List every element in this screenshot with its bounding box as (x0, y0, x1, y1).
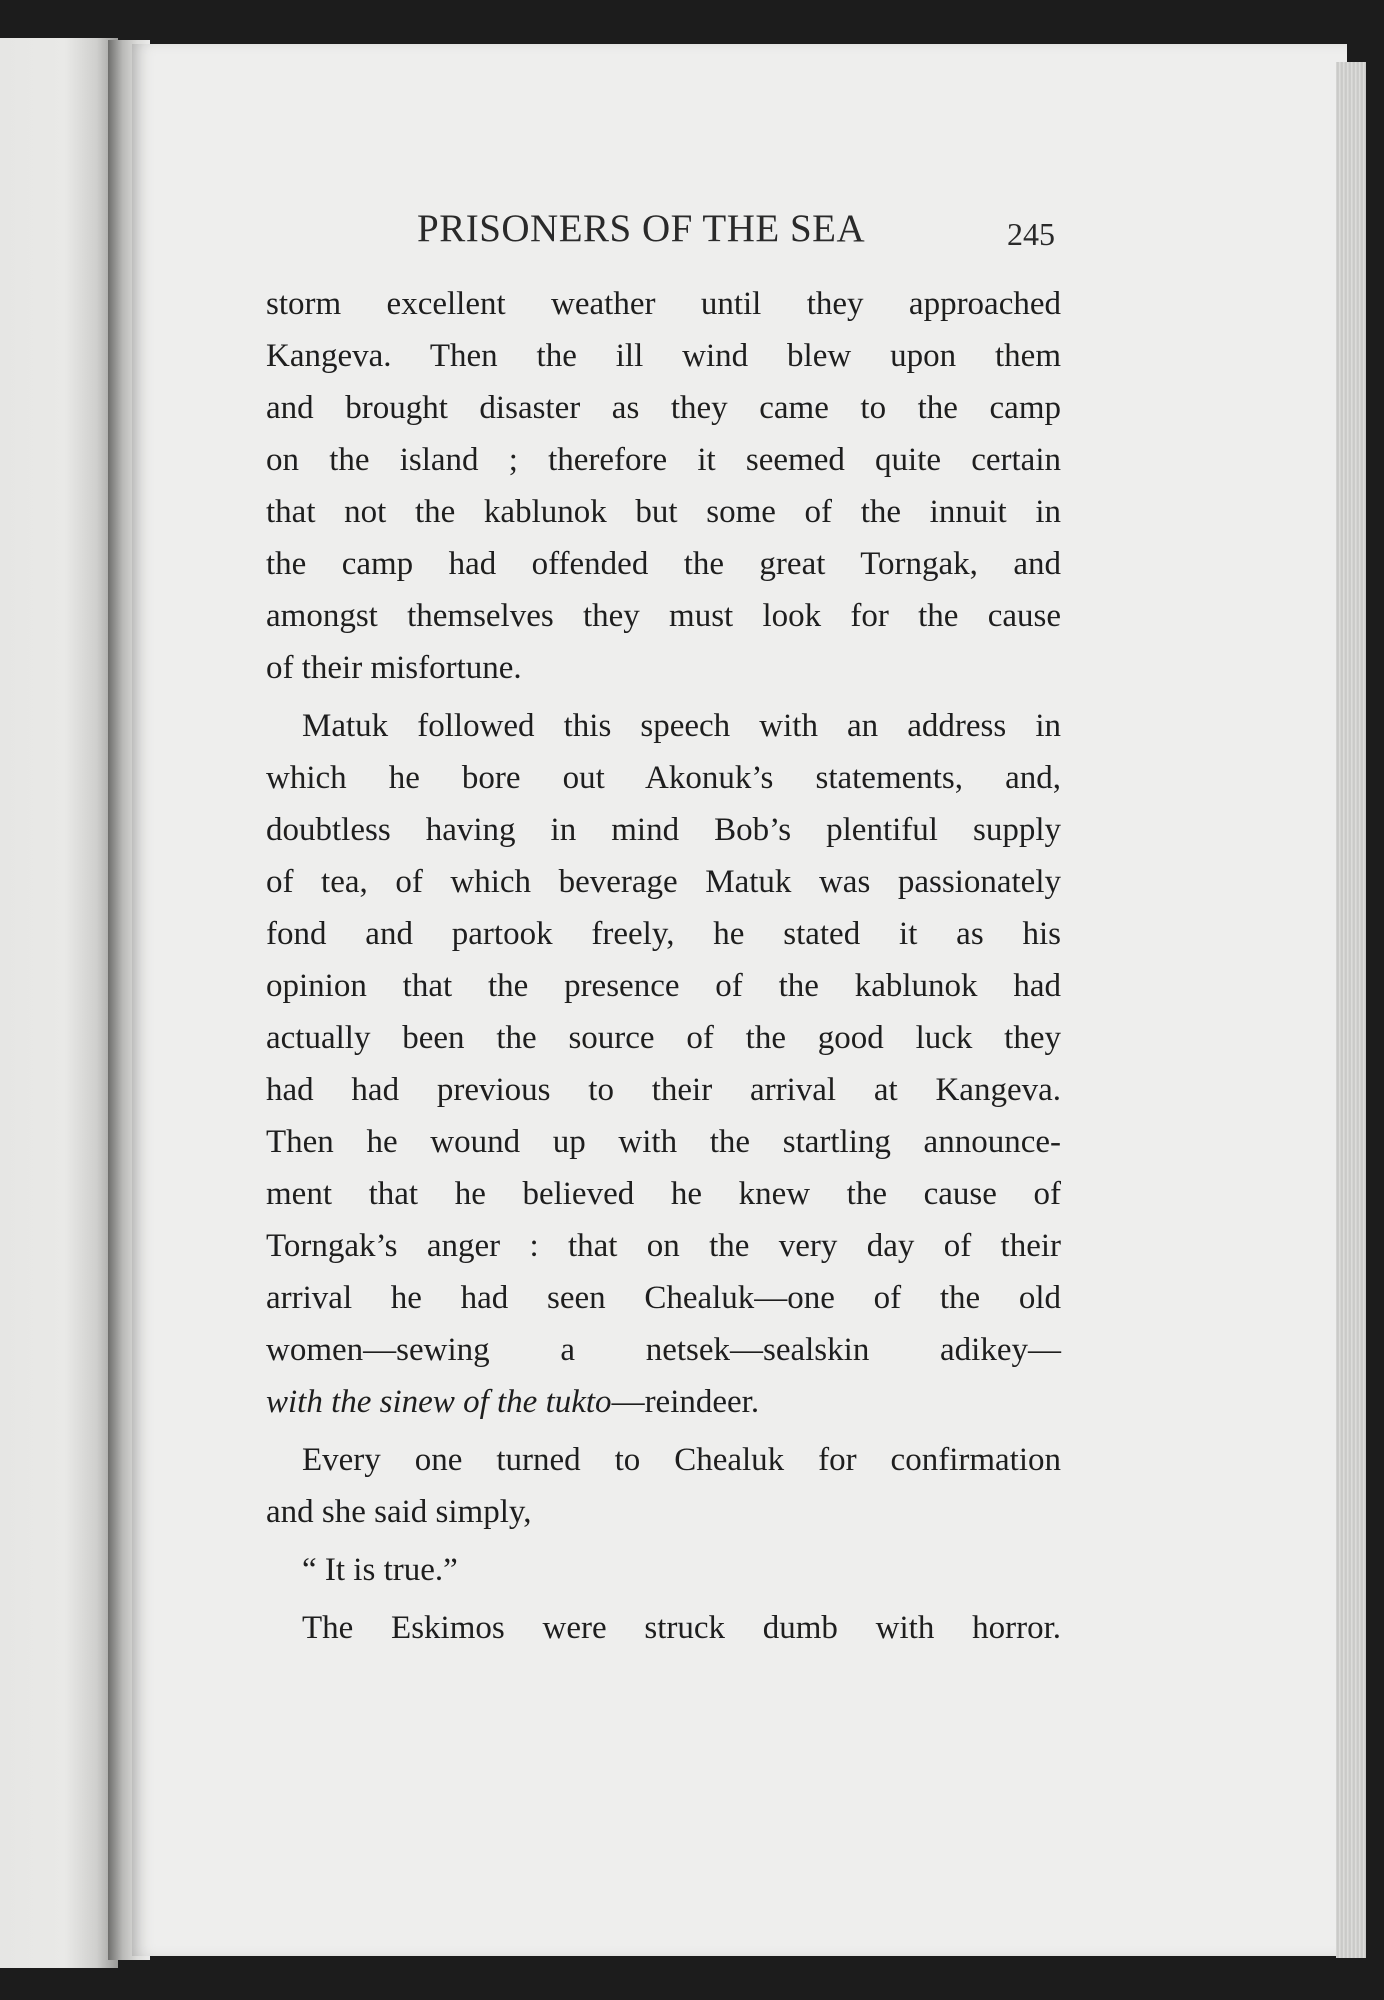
text-line: storm excellent weather until they approached (266, 286, 1061, 322)
text-line: arrival he had seen Chealuk—one of the old (266, 1280, 1061, 1316)
left-page-edge (0, 38, 118, 1968)
text-line: the camp had offended the great Torngak, and (266, 546, 1061, 582)
text-line: The Eskimos were struck dumb with horror. (302, 1610, 1061, 1646)
running-header (272, 206, 1062, 256)
text-line: Matuk followed this speech with an address in (302, 708, 1061, 744)
body-text (266, 278, 1061, 1654)
paragraph (266, 1602, 1061, 1654)
paragraph (266, 700, 1061, 1428)
text-line: Then he wound up with the startling announce- (266, 1124, 1061, 1160)
text-line: opinion that the presence of the kablunok had (266, 968, 1061, 1004)
text-line: actually been the source of the good luck they (266, 1020, 1061, 1056)
text-line: Every one turned to Chealuk for confirmation (302, 1442, 1061, 1478)
text-line: fond and partook freely, he stated it as his (266, 916, 1061, 952)
text-line: Torngak’s anger : that on the very day of their (266, 1228, 1061, 1264)
text-line: of tea, of which beverage Matuk was passionately (266, 864, 1061, 900)
text-line: on the island ; therefore it seemed quite certain (266, 442, 1061, 478)
text-line: and she said simply, (266, 1494, 532, 1530)
page-number: 245 (1007, 216, 1055, 252)
page-stack-edge (1336, 62, 1366, 1958)
text-line: had had previous to their arrival at Kangeva. (266, 1072, 1061, 1108)
text-line: of their misfortune. (266, 650, 522, 686)
text-line: ment that he believed he knew the cause of (266, 1176, 1061, 1212)
paragraph (266, 278, 1061, 694)
text-line: “ It is true.” (302, 1552, 458, 1588)
text-line: women—sewing a netsek—sealskin adikey— (266, 1332, 1061, 1368)
text-line: that not the kablunok but some of the innuit in (266, 494, 1061, 530)
italic-phrase: with the sinew of the tukto (266, 1384, 612, 1420)
text-line: Kangeva. Then the ill wind blew upon them (266, 338, 1061, 374)
paragraph (266, 1544, 1061, 1596)
text-line: which he bore out Akonuk’s statements, and, (266, 760, 1061, 796)
roman-phrase: —reindeer. (611, 1384, 760, 1420)
text-line: and brought disaster as they came to the camp (266, 390, 1061, 426)
text-line: amongst themselves they must look for the cause (266, 598, 1061, 634)
text-line (266, 1376, 1061, 1428)
paragraph (266, 1434, 1061, 1538)
running-title: PRISONERS OF THE SEA (417, 207, 866, 250)
text-line: doubtless having in mind Bob’s plentiful supply (266, 812, 1061, 848)
